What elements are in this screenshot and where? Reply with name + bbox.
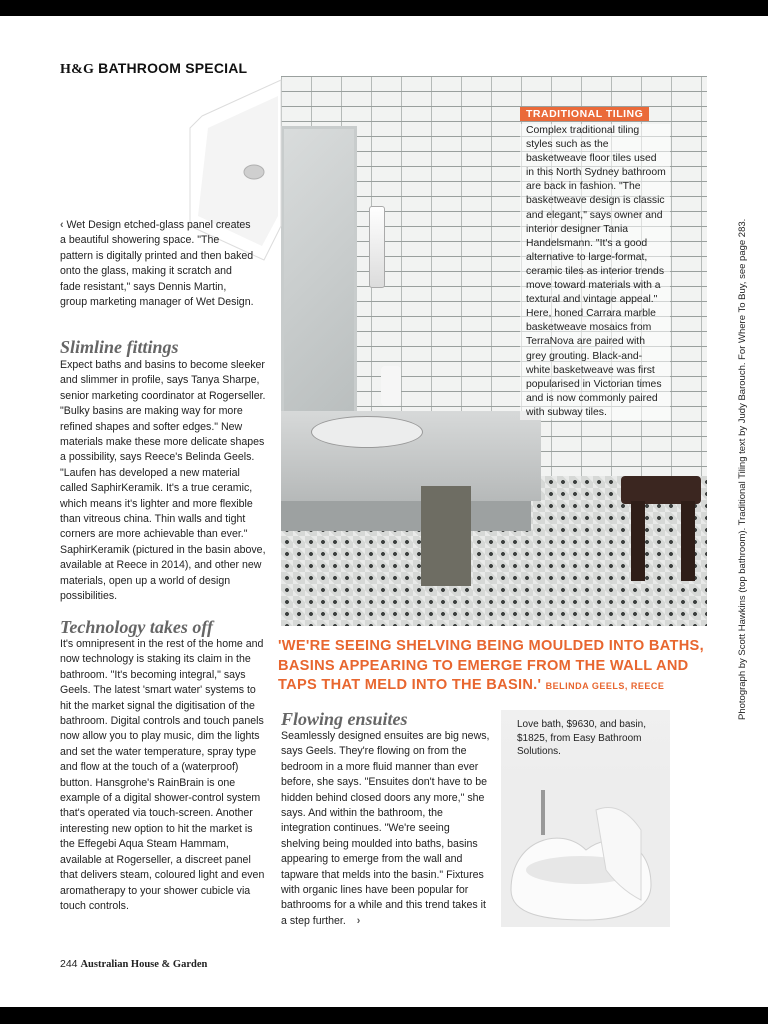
mirror [281,126,357,432]
pull-quote [278,637,718,697]
section-title: BATHROOM SPECIAL [98,60,248,76]
intro-caption-text: Wet Design etched-glass panel creates a beautiful showering space. "The pattern is digitally printed and then baked onto the glass, making it scratch and fade resistant," says Dennis Martin, group marketing manager of Wet Design. [60,219,254,309]
bottom-bar [0,1007,768,1024]
stool-leg [681,501,695,581]
ensuites-text: Seamlessly designed ensuites are big news, says Geels. They're flowing on from the bedroom in a more fluid manner than ever before, she says. "Ensuites don't have to be hidden behind closed doors any more," she says. And within the bathroom, the integration continues. "We're seeing shelving being moulded into baths, basins appearing to emerge from the wall and tapware that melds into the basin." Fixtures with organic lines have been popular for bathrooms for a while and this trend takes it a step further. [281,730,490,927]
pull-quote-text: 'WE'RE SEEING SHELVING BEING MOULDED INTO BATHS, BASINS APPEARING TO EMERGE FROM THE WALL AND TAPS THAT MELD INTO THE BASIN.' [278,638,704,693]
ensuites-body [281,729,491,929]
freestanding-bath-image [501,770,670,927]
bath-photo [501,710,670,927]
page-footer [60,958,207,970]
wooden-stool [621,476,701,504]
ensuites-heading: Flowing ensuites [281,709,408,729]
section-prefix: H&G [60,62,95,77]
intro-caption [60,218,255,310]
technology-heading: Technology takes off [60,617,213,637]
traditional-tiling-title: TRADITIONAL TILING [520,107,649,121]
top-bar [0,0,768,16]
publication-name: Australian House & Garden [80,959,208,970]
stool-leg [631,501,645,581]
vanity-basin [311,416,423,448]
technology-body: It's omnipresent in the rest of the home and now technology is staking its claim in the bathroom. "It's becoming integral," says Geels. The latest 'smart water' systems to hit the market signal the digitisation of the bathroom. Digital controls and touch panels now allow you to play music, dim the lights and set the water temperature, spray type and flow at the touch of a (waterproof) button. Hansgrohe's RainBrain is one example of a digital shower-control system that's operated via touch-screen. Another interesting new option to hit the market is the Effegebi Aqua Steam Hammam, available at Rogerseller, a discreet panel that delivers steam, coloured light and even aromatherapy to your shower cubicle via touch controls. [60,638,265,912]
pull-quote-attribution: BELINDA GEELS, REECE [545,681,665,691]
page-number: 244 [60,958,78,970]
vanity-front [281,501,531,531]
slimline-body: Expect baths and basins to become sleeker and slimmer in profile, says Tanya Sharpe, senior marketing coordinator at Rogerseller. "Bulky basins are making way for more refined shapes and softer edges." New materials make these more delicate shapes a possibility, says Reece's Belinda Geels. "Laufen has developed a new material called SaphirKeramik. It's a true ceramic, which means it's lighter and more flexible than vitreous china. Thin walls and tight corners are more achievable than ever." SaphirKeramik (pictured in the basin above, available at Reece in 2014), and other new materials, open up a world of design possibilities. [60,359,266,603]
bath-caption: Love bath, $9630, and basin, $1825, from Easy Bathroom Solutions. [517,719,646,757]
vase [381,366,401,406]
towel [421,486,471,586]
traditional-tiling-body: Complex traditional tiling styles such as the basketweave floor tiles used in this North Sydney bathroom are back in fashion. "The basketweave design is classic and elegant," says owner and interior designer Tania Handelsmann. "It's a good alternative to large-format, ceramic tiles as interior trends move toward materials with a textural and vintage appeal." Here, honed Carrara marble basketweave mosaics from TerraNova are paired with grey grouting. Black-and-white basketweave was first popularised in Victorian times and is now commonly paired with subway tiles. [520,124,670,420]
next-arrow-icon: › [356,914,361,927]
slimline-heading: Slimline fittings [60,337,179,357]
wall-sconce [369,206,385,288]
traditional-tiling-box [520,104,670,420]
previous-arrow-icon: ‹ [60,219,64,231]
photo-credit: Photograph by Scott Hawkins (top bathroom). Traditional Tiling text by Judy Barouch. For Where To Buy, see page 283. [737,218,748,720]
